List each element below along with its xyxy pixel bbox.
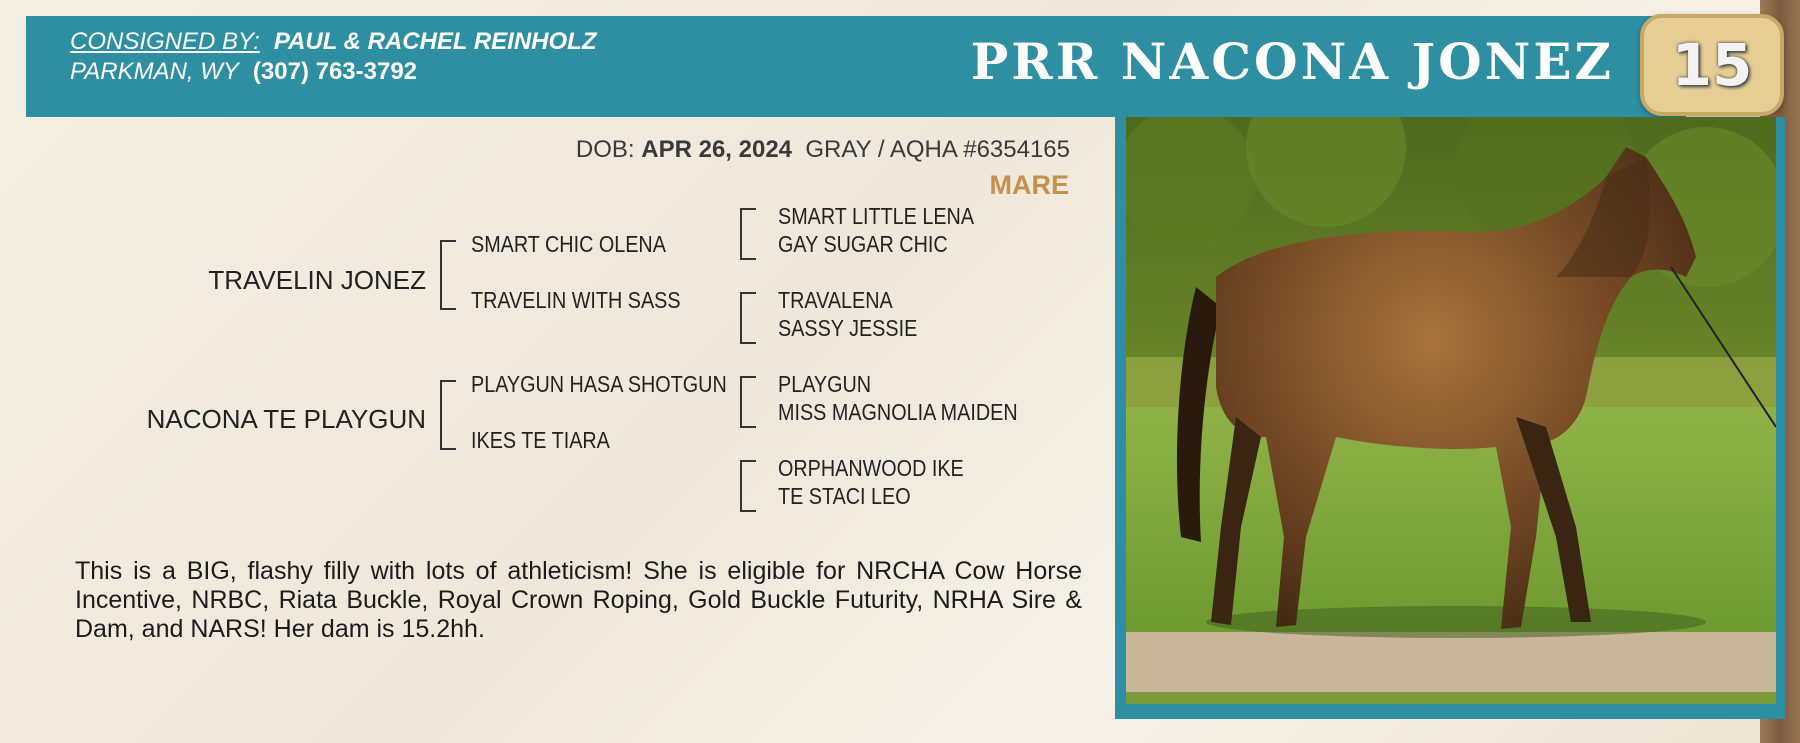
pedigree-g3-1: SMART LITTLE LENA xyxy=(778,203,975,229)
color-registration: GRAY / AQHA #6354165 xyxy=(805,136,1070,163)
pedigree-g3-4: SASSY JESSIE xyxy=(778,315,918,341)
pedigree-g3-2: GAY SUGAR CHIC xyxy=(778,231,948,257)
consignor-phone: (307) 763-3792 xyxy=(252,58,418,85)
pedigree-g3-7: ORPHANWOOD IKE xyxy=(778,455,964,481)
pedigree-bracket-g2-3 xyxy=(740,376,756,428)
horse-name: PRR NACONA JONEZ xyxy=(970,32,1614,91)
consignor-location: PARKMAN, WY xyxy=(70,58,239,85)
lot-badge xyxy=(1640,14,1784,116)
pedigree-sire-dam: TRAVELIN WITH SASS xyxy=(471,287,681,313)
pedigree-dam: NACONA TE PLAYGUN xyxy=(146,404,426,434)
pedigree-g3-8: TE STACI LEO xyxy=(778,483,911,509)
consigned-by-label: CONSIGNED BY: xyxy=(70,28,260,55)
pedigree-bracket-g2-1 xyxy=(740,208,756,260)
pedigree-bracket-g2-4 xyxy=(740,460,756,512)
dob-label: DOB: xyxy=(575,136,635,163)
pedigree-sire-sire: SMART CHIC OLENA xyxy=(471,231,666,257)
pedigree-dam-sire: PLAYGUN HASA SHOTGUN xyxy=(471,371,727,397)
lot-number: 15 xyxy=(1671,31,1753,99)
pedigree-bracket-dam xyxy=(440,380,456,450)
horse-photo-illustration xyxy=(1126,117,1776,704)
horse-photo xyxy=(1126,117,1776,704)
consignor-name: PAUL & RACHEL REINHOLZ xyxy=(273,28,597,55)
dob-line xyxy=(576,136,1070,164)
pedigree-bracket-sire xyxy=(440,240,456,310)
pedigree-g3-3: TRAVALENA xyxy=(778,287,893,313)
pedigree-bracket-g2-2 xyxy=(740,292,756,344)
pedigree-sire: TRAVELIN JONEZ xyxy=(208,265,426,295)
pedigree-dam-dam: IKES TE TIARA xyxy=(471,427,610,453)
consignor-block xyxy=(70,27,597,87)
sex-label: MARE xyxy=(989,170,1069,200)
pedigree-g3-5: PLAYGUN xyxy=(778,371,872,397)
pedigree-g3-6: MISS MAGNOLIA MAIDEN xyxy=(778,399,1018,425)
horse-description: This is a BIG, flashy filly with lots of athleticism! She is eligible for NRCHA Cow Horse Incentive, NRBC, Riata Buckle, Royal Crown Roping, Gold Buckle Futurity, NRHA Sire & Dam, and NARS! Her dam is 15.2hh. xyxy=(75,557,1082,643)
dob-value: APR 26, 2024 xyxy=(641,136,793,163)
